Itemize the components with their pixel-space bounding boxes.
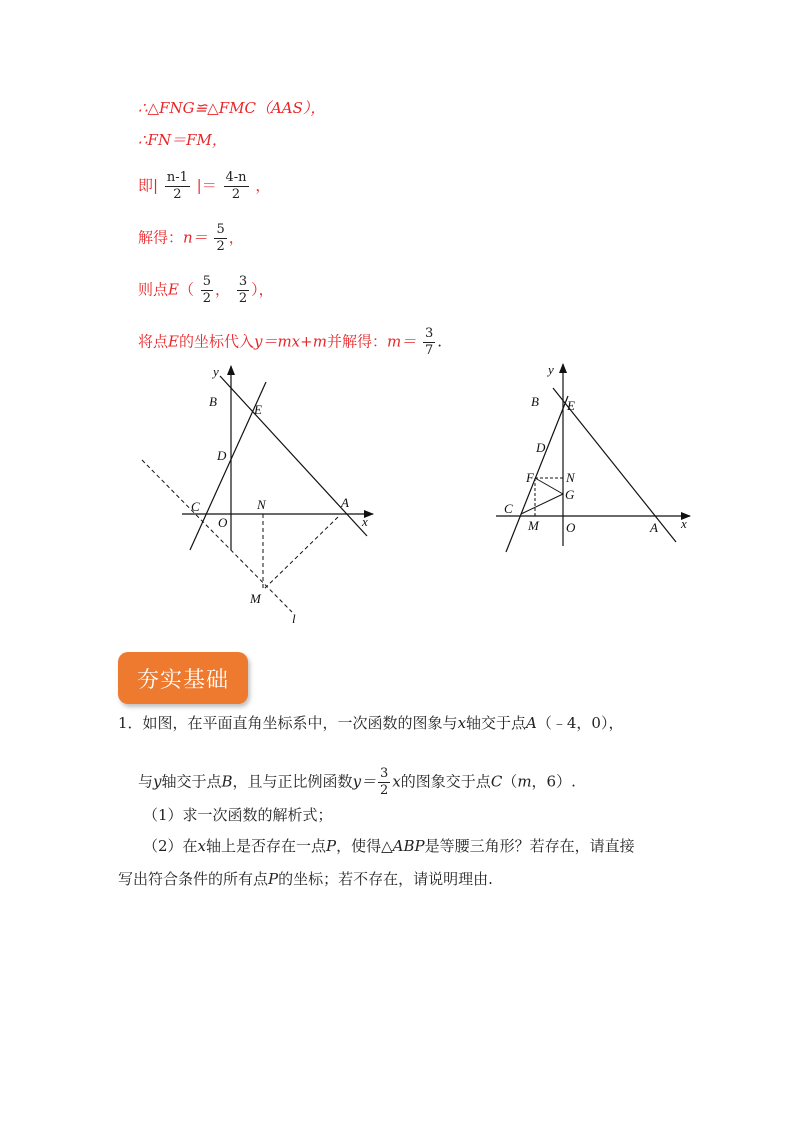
line5-close: ）， — [251, 280, 274, 299]
label-A: A — [650, 520, 658, 535]
question-part-1 — [143, 805, 333, 825]
line4-var: n＝ — [183, 228, 208, 247]
q-part3-P: P — [268, 870, 279, 888]
line5-prefix: 则点 — [138, 280, 169, 299]
label-A: A — [341, 495, 349, 510]
line-l-dashed — [142, 460, 292, 612]
q-part2-x: x — [197, 837, 207, 855]
fraction-3-over-7: $\frac{3}{7}$ — [424, 326, 434, 358]
fraction-5-over-2: $\frac{5}{2}$ — [216, 222, 225, 254]
label-O: O — [566, 520, 576, 535]
question-line-2 — [138, 766, 576, 799]
congruence-statement: ∴△FNG≌△FMC（AAS）， — [138, 99, 326, 117]
line5-var: E — [168, 280, 179, 299]
right-geometry-figure — [490, 358, 700, 558]
label-M: M — [250, 591, 261, 606]
solution-line-4 — [138, 222, 244, 255]
left-geometry-figure — [130, 360, 390, 630]
solution-line-6 — [138, 326, 442, 359]
q-part2-P: P — [326, 837, 337, 855]
q-part2d: 是等腰三角形？若存在，请直接 — [424, 837, 635, 855]
q-line2d: 的图象交于点 — [400, 772, 491, 791]
q-point-C: C — [490, 772, 503, 791]
line6-prefix: 将点 — [138, 332, 169, 351]
fraction-y-3-over-2: $\frac{3}{2}$ — [238, 274, 248, 306]
label-E: E — [254, 402, 262, 417]
label-B: B — [531, 394, 539, 409]
q-eq-prefix: y＝ — [352, 772, 377, 791]
question-part-2 — [143, 836, 635, 856]
q-point-A: A — [526, 714, 537, 732]
section-badge — [118, 652, 248, 704]
q-part2b: 轴上是否存在一点 — [206, 837, 327, 855]
label-M: M — [528, 518, 539, 533]
q-var-x: x — [457, 714, 467, 732]
q-part2a: （2）在 — [143, 837, 198, 855]
fraction-4-minus-n: $\frac{4-n}{2}$ — [225, 170, 247, 202]
question-line-1 — [118, 713, 623, 733]
q-point-B: B — [221, 772, 233, 791]
label-D: D — [536, 440, 546, 455]
q-part3b: 的坐标；若不存在，请说明理由. — [278, 870, 493, 888]
label-G: G — [565, 487, 575, 502]
line3-suffix: ， — [255, 176, 271, 195]
label-C: C — [504, 501, 513, 516]
q-line2b: 轴交于点 — [161, 772, 222, 791]
q-line2c: ，且与正比例函数 — [232, 772, 353, 791]
line4-prefix: 解得： — [138, 228, 184, 247]
q-line2a: 与 — [138, 772, 154, 791]
solution-line-1 — [138, 98, 325, 118]
q-line1a: 如图，在平面直角坐标系中，一次函数的图象与 — [142, 714, 458, 732]
q-line2f: ，6）. — [531, 772, 576, 791]
q-line1c: （﹣4，0）， — [536, 714, 624, 732]
q-part1-text: （1）求一次函数的解析式； — [143, 806, 333, 824]
fraction-n-minus-1: $\frac{n-1}{2}$ — [166, 170, 188, 202]
solution-line-5 — [138, 274, 274, 307]
line3-prefix: 即| — [138, 176, 159, 195]
question-number: 1． — [118, 714, 143, 732]
q-var-y: y — [153, 772, 162, 791]
label-x: x — [681, 516, 687, 531]
label-y: y — [213, 364, 219, 379]
line5-comma: ， — [215, 280, 231, 299]
label-N: N — [257, 497, 266, 512]
line6-var: E — [168, 332, 179, 351]
question-part-2-cont — [118, 869, 493, 889]
q-part3a: 写出符合条件的所有点 — [118, 870, 269, 888]
q-part2-ABP: ABP — [392, 837, 425, 855]
label-C: C — [191, 499, 200, 514]
line6-equation: y＝mx+m — [253, 332, 327, 351]
q-var-m: m — [517, 772, 532, 791]
solution-line-2 — [138, 130, 227, 150]
fraction-x-5-over-2: $\frac{5}{2}$ — [202, 274, 212, 306]
line3-mid: |＝ — [196, 176, 217, 195]
label-x: x — [362, 514, 368, 529]
equal-segments-statement: ∴FN＝FM， — [138, 131, 227, 149]
line6-m: m＝ — [386, 332, 417, 351]
fraction-3-over-2: $\frac{3}{2}$ — [380, 766, 389, 798]
label-B: B — [209, 394, 217, 409]
label-l: l — [292, 611, 296, 626]
line4-suffix: ， — [228, 228, 244, 247]
label-F: F — [526, 470, 534, 485]
q-line1b: 轴交于点 — [466, 714, 527, 732]
label-O: O — [218, 515, 228, 530]
label-N: N — [566, 470, 575, 485]
segment-AM-dashed — [263, 517, 338, 590]
line6-mid: 的坐标代入 — [178, 332, 254, 351]
line-BA — [220, 376, 367, 536]
line5-open: （ — [178, 280, 194, 299]
label-D: D — [217, 448, 227, 463]
solution-line-3 — [138, 170, 270, 203]
line6-mid2: 并解得： — [326, 332, 387, 351]
segment-FG — [535, 478, 563, 494]
label-E: E — [567, 398, 575, 413]
label-y: y — [548, 362, 554, 377]
q-eq-x: x — [392, 772, 401, 791]
line6-suffix: . — [437, 332, 443, 351]
q-line2e: （ — [502, 772, 518, 791]
q-part2c: ，使得△ — [336, 837, 393, 855]
section-badge-label: 夯实基础 — [136, 667, 229, 693]
